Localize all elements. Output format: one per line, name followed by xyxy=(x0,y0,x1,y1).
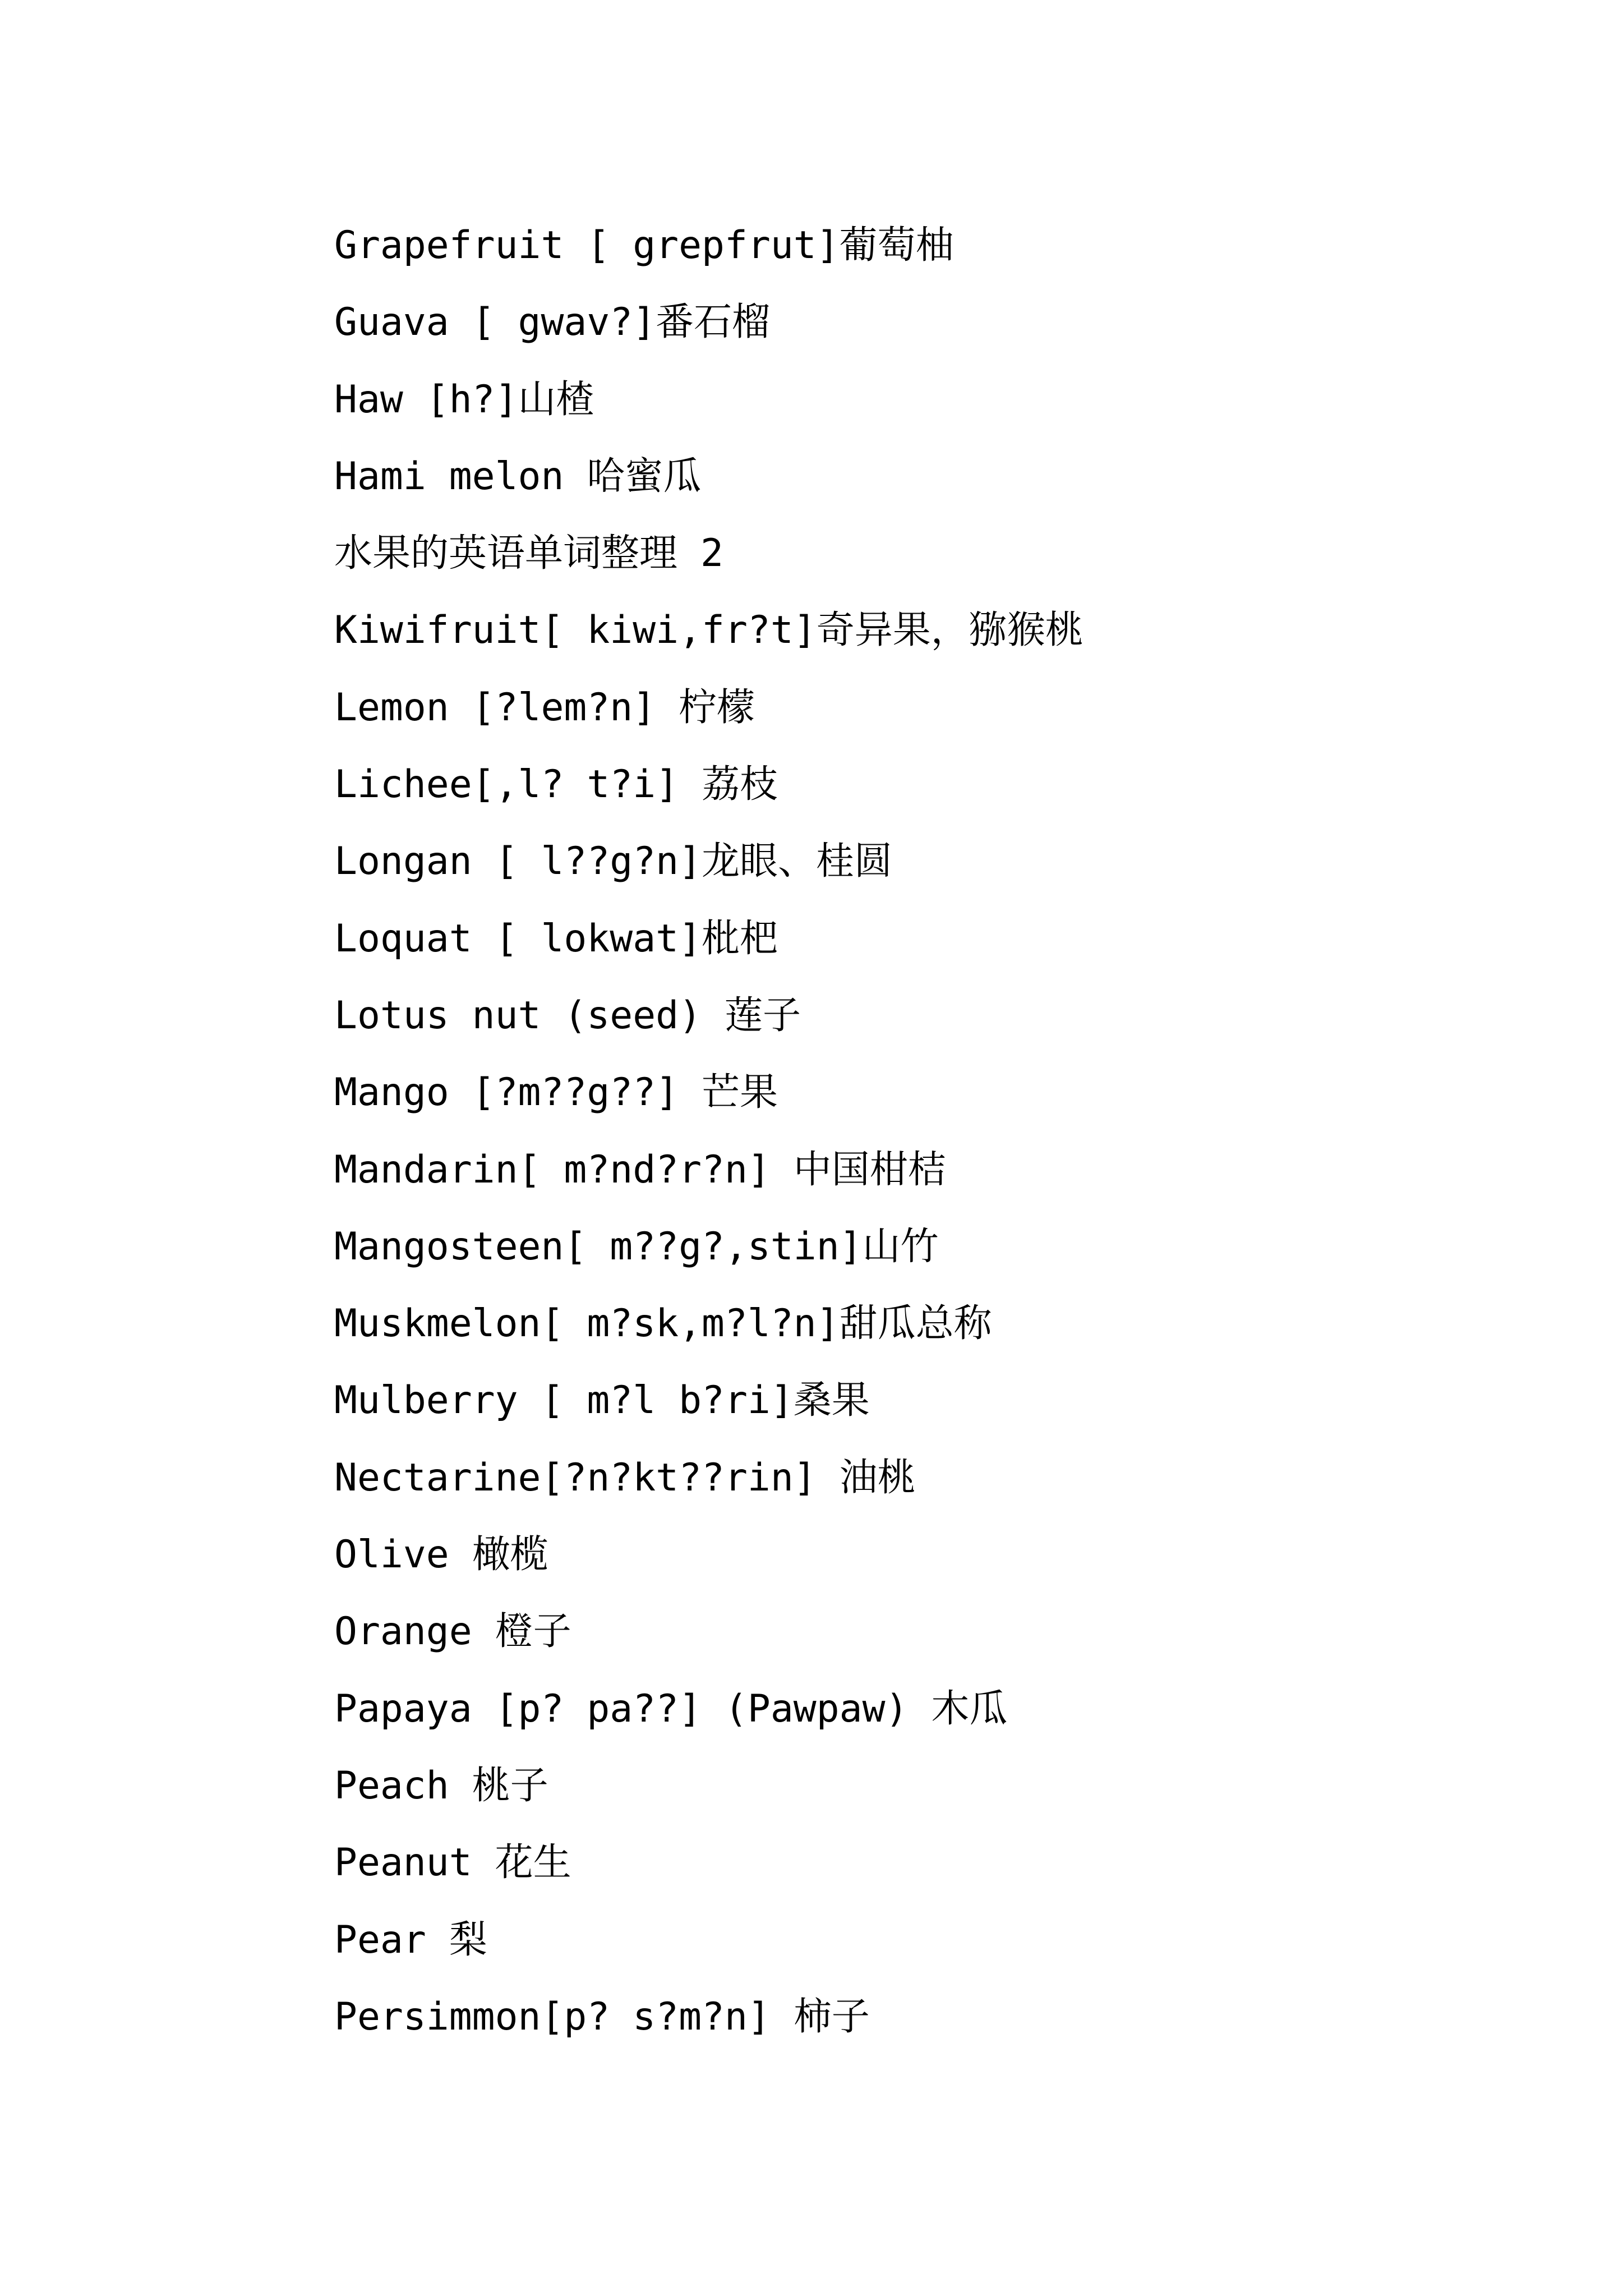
vocab-line: Haw [h?]山楂 xyxy=(334,377,594,422)
vocab-line: Peach 桃子 xyxy=(334,1763,548,1808)
vocab-line: Mango [?m??g??] 芒果 xyxy=(334,1070,778,1115)
vocab-line: Longan [ l??g?n]龙眼、桂圆 xyxy=(334,839,893,884)
vocab-line: Kiwifruit[ kiwi,fr?t]奇异果，猕猴桃 xyxy=(334,608,1083,653)
vocab-line: Mangosteen[ m??g?,stin]山竹 xyxy=(334,1224,939,1269)
vocab-line: Lotus nut (seed) 莲子 xyxy=(334,993,801,1038)
vocab-line: Orange 橙子 xyxy=(334,1609,571,1654)
vocabulary-list xyxy=(334,218,1512,2066)
vocab-line: Persimmon[p? s?m?n] 柿子 xyxy=(334,1994,870,2039)
vocab-line: Papaya [p? pa??] (Pawpaw) 木瓜 xyxy=(334,1686,1008,1731)
vocab-line: Hami melon 哈蜜瓜 xyxy=(334,454,702,499)
vocab-line: Pear 梨 xyxy=(334,1917,487,1962)
section-heading: 水果的英语单词整理 2 xyxy=(334,531,723,576)
vocab-line: Olive 橄榄 xyxy=(334,1533,548,1577)
vocab-line: Mulberry [ m?l b?ri]桑果 xyxy=(334,1378,870,1423)
vocab-line: Muskmelon[ m?sk,m?l?n]甜瓜总称 xyxy=(334,1301,992,1346)
vocab-line: Guava [ gwav?]番石榴 xyxy=(334,300,771,345)
vocab-line: Lichee[,l? t?i] 荔枝 xyxy=(334,762,778,807)
vocab-line: Nectarine[?n?kt??rin] 油桃 xyxy=(334,1455,916,1500)
vocab-line: Loquat [ lokwat]枇杷 xyxy=(334,916,778,961)
vocab-line: Lemon [?lem?n] 柠檬 xyxy=(334,685,755,730)
vocab-line: Mandarin[ m?nd?r?n] 中国柑桔 xyxy=(334,1147,946,1192)
vocab-line: Grapefruit [ grepfrut]葡萄柚 xyxy=(334,223,954,268)
vocab-line: Peanut 花生 xyxy=(334,1841,571,1885)
